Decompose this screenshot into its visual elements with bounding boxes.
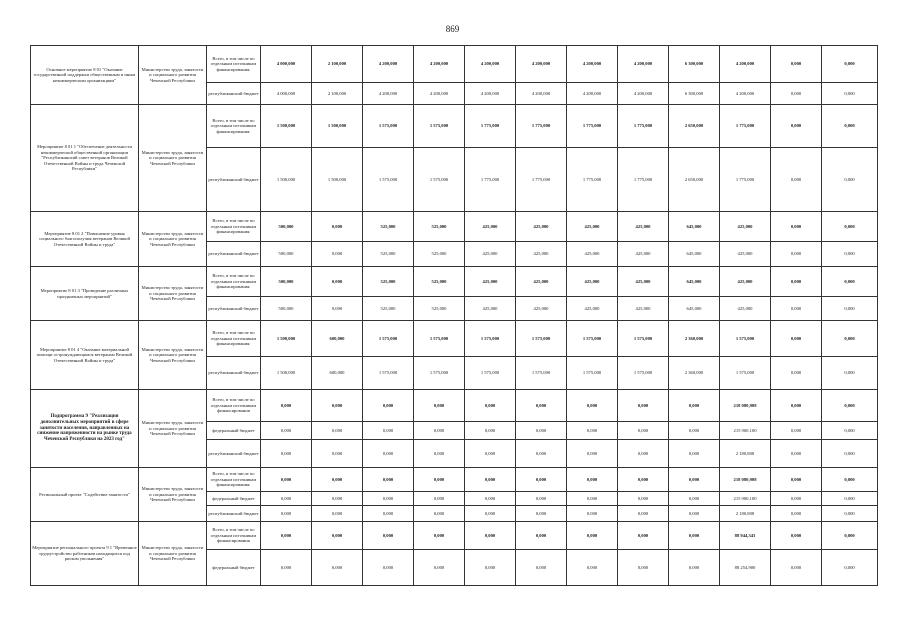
responsible-cell: Министерство труда, занятости и социального развития Чеченской Республики <box>139 321 207 390</box>
budget-table <box>30 45 878 586</box>
funding-source-cell: федеральный бюджет <box>207 550 261 586</box>
amount-cell: 4 200,000 <box>567 83 618 105</box>
amount-cell: 0,000 <box>465 440 516 468</box>
amount-cell: 218 080,908 <box>720 468 771 492</box>
amount-cell: 0,000 <box>567 422 618 440</box>
amount-cell: 425,000 <box>516 242 567 267</box>
amount-cell: 0,000 <box>771 83 822 105</box>
amount-cell: 0,000 <box>822 148 878 212</box>
amount-cell: 0,000 <box>465 492 516 506</box>
amount-cell: 1 775,000 <box>567 105 618 148</box>
amount-cell: 1 575,000 <box>363 148 414 212</box>
amount-cell: 4 200,000 <box>414 83 465 105</box>
amount-cell: 0,000 <box>312 390 363 422</box>
amount-cell: 0,000 <box>414 390 465 422</box>
amount-cell: 0,000 <box>669 422 720 440</box>
amount-cell: 425,000 <box>567 212 618 242</box>
amount-cell: 0,000 <box>261 440 312 468</box>
amount-cell: 0,000 <box>312 492 363 506</box>
funding-source-cell: республиканский бюджет <box>207 357 261 390</box>
program-name-cell: Подпрограмма 9 "Реализация дополнительных мероприятий в сфере занятости населения, направленных на снижение напряженности на рынке труда Чеченской Республики на 2023 год" <box>31 390 139 468</box>
funding-source-cell: республиканский бюджет <box>207 242 261 267</box>
amount-cell: 4 000,000 <box>261 46 312 83</box>
funding-source-cell: Всего, в том числе по отдельным источникам финансирования: <box>207 46 261 83</box>
amount-cell: 0,000 <box>567 506 618 522</box>
amount-cell: 0,000 <box>771 506 822 522</box>
amount-cell: 0,000 <box>363 492 414 506</box>
amount-cell: 0,000 <box>363 550 414 586</box>
amount-cell: 4 200,000 <box>516 46 567 83</box>
amount-cell: 1 500,000 <box>261 148 312 212</box>
amount-cell: 525,000 <box>414 297 465 321</box>
amount-cell: 425,000 <box>516 212 567 242</box>
amount-cell: 425,000 <box>720 242 771 267</box>
amount-cell: 4 200,000 <box>516 83 567 105</box>
funding-source-cell: республиканский бюджет <box>207 506 261 522</box>
amount-cell: 2 650,000 <box>669 148 720 212</box>
amount-cell: 1 575,000 <box>414 321 465 357</box>
amount-cell: 0,000 <box>669 440 720 468</box>
amount-cell: 0,000 <box>363 506 414 522</box>
amount-cell: 0,000 <box>669 390 720 422</box>
amount-cell: 1 775,000 <box>720 105 771 148</box>
amount-cell: 1 575,000 <box>414 357 465 390</box>
amount-cell: 0,000 <box>822 550 878 586</box>
amount-cell: 0,000 <box>618 492 669 506</box>
amount-cell: 0,000 <box>618 550 669 586</box>
amount-cell: 1 775,000 <box>567 148 618 212</box>
amount-cell: 0,000 <box>261 492 312 506</box>
amount-cell: 0,000 <box>822 297 878 321</box>
funding-source-cell: республиканский бюджет <box>207 83 261 105</box>
amount-cell: 425,000 <box>465 297 516 321</box>
amount-cell: 425,000 <box>720 212 771 242</box>
amount-cell: 0,000 <box>261 422 312 440</box>
program-name-cell: Основное мероприятие 8 01 "Оказание государственной поддержки общественным и иным некоммерческим организациям" <box>31 46 139 105</box>
amount-cell: 0,000 <box>669 468 720 492</box>
amount-cell: 1 575,000 <box>618 357 669 390</box>
amount-cell: 0,000 <box>822 267 878 297</box>
amount-cell: 0,000 <box>465 506 516 522</box>
amount-cell: 1 775,000 <box>618 148 669 212</box>
amount-cell: 0,000 <box>516 468 567 492</box>
amount-cell: 0,000 <box>771 468 822 492</box>
amount-cell: 0,000 <box>771 321 822 357</box>
program-name-cell: Мероприятие регионального проекта 9 1 "Временное трудоустройство работников находящихся под риском увольнения" <box>31 522 139 586</box>
amount-cell: 0,000 <box>414 506 465 522</box>
table-row <box>31 105 878 148</box>
amount-cell: 4 200,000 <box>465 46 516 83</box>
amount-cell: 525,000 <box>414 212 465 242</box>
amount-cell: 1 575,000 <box>414 148 465 212</box>
responsible-cell: Министерство труда, занятости и социального развития Чеченской Республики <box>139 390 207 468</box>
amount-cell: 0,000 <box>414 468 465 492</box>
amount-cell: 0,000 <box>465 522 516 550</box>
amount-cell: 1 775,000 <box>516 105 567 148</box>
amount-cell: 525,000 <box>414 242 465 267</box>
amount-cell: 0,000 <box>669 492 720 506</box>
amount-cell: 0,000 <box>261 468 312 492</box>
amount-cell: 1 575,000 <box>363 105 414 148</box>
amount-cell: 0,000 <box>822 522 878 550</box>
amount-cell: 1 775,000 <box>465 148 516 212</box>
amount-cell: 0,000 <box>822 46 878 83</box>
amount-cell: 0,000 <box>771 492 822 506</box>
amount-cell: 1 575,000 <box>363 357 414 390</box>
amount-cell: 0,000 <box>312 422 363 440</box>
amount-cell: 88 944,343 <box>720 522 771 550</box>
amount-cell: 1 575,000 <box>720 357 771 390</box>
amount-cell: 0,000 <box>618 422 669 440</box>
amount-cell: 1 500,000 <box>312 148 363 212</box>
amount-cell: 0,000 <box>618 522 669 550</box>
amount-cell: 0,000 <box>465 422 516 440</box>
amount-cell: 4 200,000 <box>414 46 465 83</box>
amount-cell: 425,000 <box>567 297 618 321</box>
amount-cell: 0,000 <box>771 550 822 586</box>
amount-cell: 0,000 <box>363 390 414 422</box>
amount-cell: 6 300,000 <box>669 83 720 105</box>
amount-cell: 425,000 <box>618 267 669 297</box>
amount-cell: 1 575,000 <box>567 321 618 357</box>
table-body <box>31 46 878 586</box>
amount-cell: 0,000 <box>516 550 567 586</box>
amount-cell: 645,000 <box>669 267 720 297</box>
amount-cell: 1 575,000 <box>414 105 465 148</box>
amount-cell: 1 500,000 <box>312 105 363 148</box>
amount-cell: 425,000 <box>618 242 669 267</box>
amount-cell: 0,000 <box>465 390 516 422</box>
amount-cell: 0,000 <box>312 440 363 468</box>
amount-cell: 600,000 <box>312 357 363 390</box>
amount-cell: 0,000 <box>363 468 414 492</box>
amount-cell: 425,000 <box>618 297 669 321</box>
amount-cell: 2 180,808 <box>720 506 771 522</box>
amount-cell: 0,000 <box>822 242 878 267</box>
amount-cell: 0,000 <box>261 390 312 422</box>
amount-cell: 0,000 <box>261 550 312 586</box>
responsible-cell: Министерство труда, занятости и социального развития Чеченской Республики <box>139 522 207 586</box>
amount-cell: 0,000 <box>414 522 465 550</box>
amount-cell: 1 775,000 <box>516 148 567 212</box>
amount-cell: 1 575,000 <box>516 321 567 357</box>
amount-cell: 0,000 <box>618 468 669 492</box>
amount-cell: 0,000 <box>516 492 567 506</box>
amount-cell: 2 100,000 <box>312 46 363 83</box>
amount-cell: 500,000 <box>261 212 312 242</box>
amount-cell: 1 575,000 <box>516 357 567 390</box>
amount-cell: 4 200,000 <box>567 46 618 83</box>
amount-cell: 88 254,900 <box>720 550 771 586</box>
funding-source-cell: Всего, в том числе по отдельным источникам финансирования: <box>207 212 261 242</box>
amount-cell: 1 575,000 <box>567 357 618 390</box>
amount-cell: 0,000 <box>567 390 618 422</box>
amount-cell: 2 650,000 <box>669 105 720 148</box>
funding-source-cell: Всего, в том числе по отдельным источникам финансирования: <box>207 468 261 492</box>
amount-cell: 0,000 <box>771 267 822 297</box>
funding-source-cell: Всего, в том числе по отдельным источникам финансирования: <box>207 105 261 148</box>
amount-cell: 4 200,000 <box>720 83 771 105</box>
amount-cell: 0,000 <box>822 440 878 468</box>
funding-source-cell: Всего, в том числе по отдельным источникам финансирования: <box>207 267 261 297</box>
program-name-cell: Региональный проект "Содействие занятости" <box>31 468 139 522</box>
table-row <box>31 390 878 422</box>
amount-cell: 215 900,100 <box>720 492 771 506</box>
amount-cell: 0,000 <box>312 506 363 522</box>
amount-cell: 0,000 <box>312 297 363 321</box>
amount-cell: 0,000 <box>516 440 567 468</box>
amount-cell: 218 080,908 <box>720 390 771 422</box>
amount-cell: 525,000 <box>414 267 465 297</box>
amount-cell: 0,000 <box>414 550 465 586</box>
amount-cell: 0,000 <box>771 148 822 212</box>
responsible-cell: Министерство труда, занятости и социального развития Чеченской Республики <box>139 46 207 105</box>
funding-source-cell: Всего, в том числе по отдельным источникам финансирования <box>207 522 261 550</box>
amount-cell: 0,000 <box>261 522 312 550</box>
page-number: 869 <box>445 24 460 34</box>
amount-cell: 1 575,000 <box>363 321 414 357</box>
amount-cell: 425,000 <box>618 212 669 242</box>
amount-cell: 0,000 <box>465 550 516 586</box>
table-row <box>31 468 878 492</box>
amount-cell: 0,000 <box>567 522 618 550</box>
amount-cell: 0,000 <box>822 321 878 357</box>
amount-cell: 4 200,000 <box>363 83 414 105</box>
program-name-cell: Мероприятие 8 01 4 "Оказание материальной помощи остронуждающимся ветеранам Великой Отечественной Войны и труда" <box>31 321 139 390</box>
amount-cell: 0,000 <box>771 522 822 550</box>
amount-cell: 425,000 <box>465 267 516 297</box>
amount-cell: 0,000 <box>516 522 567 550</box>
amount-cell: 0,000 <box>312 522 363 550</box>
amount-cell: 0,000 <box>516 422 567 440</box>
program-name-cell: Мероприятие 8 01 2 "Повышение уровня социального благополучия ветеранов Великой Отечественной Войны и труда" <box>31 212 139 267</box>
amount-cell: 1 775,000 <box>720 148 771 212</box>
amount-cell: 0,000 <box>618 506 669 522</box>
amount-cell: 0,000 <box>822 83 878 105</box>
amount-cell: 0,000 <box>669 550 720 586</box>
amount-cell: 1 575,000 <box>465 357 516 390</box>
amount-cell: 425,000 <box>567 242 618 267</box>
amount-cell: 425,000 <box>516 297 567 321</box>
amount-cell: 0,000 <box>414 440 465 468</box>
table-row <box>31 267 878 297</box>
funding-source-cell: Всего, в том числе по отдельным источникам финансирования: <box>207 321 261 357</box>
amount-cell: 4 200,000 <box>363 46 414 83</box>
amount-cell: 0,000 <box>771 297 822 321</box>
funding-source-cell: республиканский бюджет <box>207 297 261 321</box>
amount-cell: 0,000 <box>516 506 567 522</box>
amount-cell: 0,000 <box>822 212 878 242</box>
table-row <box>31 46 878 83</box>
amount-cell: 1 500,000 <box>261 105 312 148</box>
amount-cell: 425,000 <box>516 267 567 297</box>
amount-cell: 0,000 <box>312 212 363 242</box>
amount-cell: 4 200,000 <box>465 83 516 105</box>
amount-cell: 425,000 <box>567 267 618 297</box>
amount-cell: 425,000 <box>720 297 771 321</box>
amount-cell: 6 300,000 <box>669 46 720 83</box>
amount-cell: 0,000 <box>261 506 312 522</box>
amount-cell: 645,000 <box>669 297 720 321</box>
amount-cell: 0,000 <box>822 506 878 522</box>
amount-cell: 0,000 <box>363 422 414 440</box>
funding-source-cell: Всего, в том числе по отдельным источникам финансирования <box>207 390 261 422</box>
amount-cell: 645,000 <box>669 212 720 242</box>
amount-cell: 0,000 <box>771 422 822 440</box>
amount-cell: 0,000 <box>414 422 465 440</box>
amount-cell: 0,000 <box>312 468 363 492</box>
amount-cell: 0,000 <box>771 440 822 468</box>
amount-cell: 0,000 <box>618 390 669 422</box>
amount-cell: 0,000 <box>312 242 363 267</box>
amount-cell: 425,000 <box>465 212 516 242</box>
amount-cell: 2 100,000 <box>312 83 363 105</box>
amount-cell: 2 360,000 <box>669 321 720 357</box>
amount-cell: 525,000 <box>363 297 414 321</box>
amount-cell: 4 200,000 <box>618 46 669 83</box>
amount-cell: 0,000 <box>822 390 878 422</box>
amount-cell: 215 900,100 <box>720 422 771 440</box>
amount-cell: 0,000 <box>822 468 878 492</box>
amount-cell: 0,000 <box>771 390 822 422</box>
amount-cell: 0,000 <box>771 242 822 267</box>
amount-cell: 0,000 <box>771 105 822 148</box>
amount-cell: 645,000 <box>669 242 720 267</box>
amount-cell: 0,000 <box>771 212 822 242</box>
amount-cell: 1 500,000 <box>261 357 312 390</box>
responsible-cell: Министерство труда, занятости и социального развития Чеченской Республики <box>139 468 207 522</box>
funding-source-cell: республиканский бюджет <box>207 148 261 212</box>
amount-cell: 0,000 <box>822 422 878 440</box>
amount-cell: 0,000 <box>618 440 669 468</box>
responsible-cell: Министерство труда, занятости и социального развития Чеченской Республики <box>139 212 207 267</box>
amount-cell: 0,000 <box>363 440 414 468</box>
amount-cell: 1 575,000 <box>618 321 669 357</box>
amount-cell: 525,000 <box>363 212 414 242</box>
funding-source-cell: федеральный бюджет <box>207 492 261 506</box>
amount-cell: 0,000 <box>822 105 878 148</box>
amount-cell: 0,000 <box>567 550 618 586</box>
amount-cell: 500,000 <box>261 297 312 321</box>
amount-cell: 4 200,000 <box>720 46 771 83</box>
amount-cell: 2 180,808 <box>720 440 771 468</box>
funding-source-cell: республиканский бюджет <box>207 440 261 468</box>
amount-cell: 0,000 <box>669 522 720 550</box>
responsible-cell: Министерство труда, занятости и социального развития Чеченской Республики <box>139 267 207 321</box>
amount-cell: 0,000 <box>822 357 878 390</box>
table-row <box>31 522 878 550</box>
amount-cell: 0,000 <box>516 390 567 422</box>
amount-cell: 525,000 <box>363 242 414 267</box>
funding-source-cell: федеральный бюджет <box>207 422 261 440</box>
amount-cell: 0,000 <box>465 468 516 492</box>
amount-cell: 0,000 <box>363 522 414 550</box>
amount-cell: 425,000 <box>465 242 516 267</box>
amount-cell: 4 000,000 <box>261 83 312 105</box>
amount-cell: 0,000 <box>312 267 363 297</box>
amount-cell: 1 500,000 <box>261 321 312 357</box>
amount-cell: 0,000 <box>567 440 618 468</box>
program-name-cell: Мероприятие 8 01 1 "Обеспечение деятельности некоммерческой общественной организации "Республиканский совет ветеранов Великой Отечественной Войны и труда Чеченской Республики" <box>31 105 139 212</box>
amount-cell: 0,000 <box>771 357 822 390</box>
amount-cell: 0,000 <box>822 492 878 506</box>
amount-cell: 600,000 <box>312 321 363 357</box>
amount-cell: 4 200,000 <box>618 83 669 105</box>
amount-cell: 1 775,000 <box>618 105 669 148</box>
amount-cell: 500,000 <box>261 242 312 267</box>
amount-cell: 0,000 <box>312 550 363 586</box>
amount-cell: 1 775,000 <box>465 105 516 148</box>
amount-cell: 0,000 <box>771 46 822 83</box>
amount-cell: 0,000 <box>669 506 720 522</box>
responsible-cell: Министерство труда, занятости и социального развития Чеченской Республики <box>139 105 207 212</box>
amount-cell: 525,000 <box>363 267 414 297</box>
amount-cell: 0,000 <box>414 492 465 506</box>
table-row <box>31 212 878 242</box>
amount-cell: 500,000 <box>261 267 312 297</box>
table-row <box>31 321 878 357</box>
program-name-cell: Мероприятие 8 01 3 "Проведение различных праздничных мероприятий" <box>31 267 139 321</box>
amount-cell: 1 575,000 <box>465 321 516 357</box>
amount-cell: 2 360,000 <box>669 357 720 390</box>
amount-cell: 425,000 <box>720 267 771 297</box>
amount-cell: 1 575,000 <box>720 321 771 357</box>
amount-cell: 0,000 <box>567 492 618 506</box>
amount-cell: 0,000 <box>567 468 618 492</box>
